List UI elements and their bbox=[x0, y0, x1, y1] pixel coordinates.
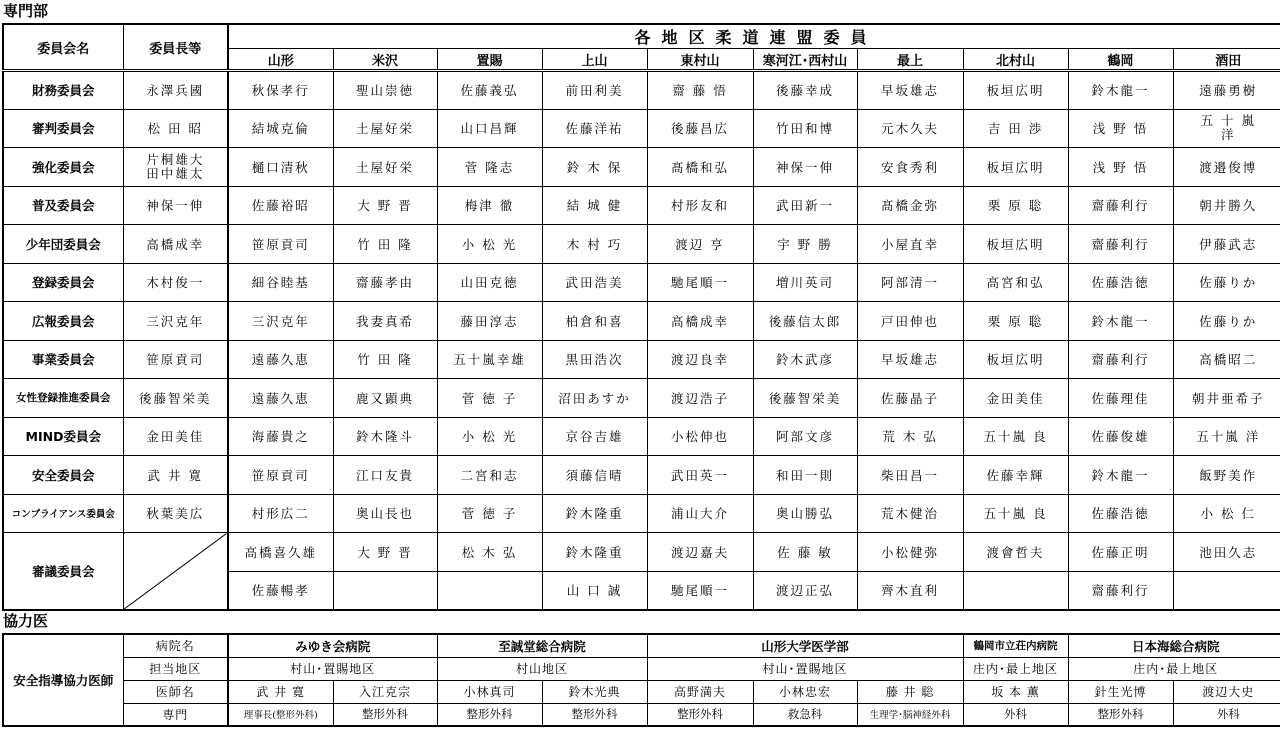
table-row bbox=[3, 456, 1280, 495]
member-cell: 齋藤利行 bbox=[1068, 571, 1173, 610]
region-header: 北村山 bbox=[963, 49, 1068, 71]
member-cell: 佐藤暢孝 bbox=[228, 571, 333, 610]
member-cell: 竹 田 隆 bbox=[333, 340, 437, 379]
member-cell: 後藤幸成 bbox=[753, 71, 857, 110]
row-label-hospital: 病院名 bbox=[123, 634, 228, 657]
member-cell: 板垣広明 bbox=[963, 71, 1068, 110]
member-cell: 村形広二 bbox=[228, 494, 333, 533]
member-cell bbox=[1173, 571, 1280, 610]
member-cell: 佐藤義弘 bbox=[437, 71, 542, 110]
member-cell: 遠藤勇樹 bbox=[1173, 71, 1280, 110]
committee-name: 強化委員会 bbox=[3, 148, 123, 187]
member-cell: 鈴木隆重 bbox=[542, 494, 647, 533]
member-cell: 鈴木武彦 bbox=[753, 340, 857, 379]
member-cell: 増川英司 bbox=[753, 263, 857, 302]
doctor-name: 針生光博 bbox=[1068, 680, 1173, 703]
member-cell: 山 口 誠 bbox=[542, 571, 647, 610]
member-cell: 金田美佳 bbox=[963, 379, 1068, 418]
member-cell: 高橋昭二 bbox=[1173, 340, 1280, 379]
hospital-area: 村山地区 bbox=[437, 657, 647, 680]
committee-chair: 松 田 昭 bbox=[123, 109, 228, 148]
region-header: 東村山 bbox=[647, 49, 753, 71]
member-cell: 土屋好栄 bbox=[333, 148, 437, 187]
member-cell: 笹原貢司 bbox=[228, 225, 333, 264]
member-cell: 宇 野 勝 bbox=[753, 225, 857, 264]
member-cell: 鈴木龍一 bbox=[1068, 302, 1173, 341]
member-cell: 柴田昌一 bbox=[857, 456, 963, 495]
region-header: 山形 bbox=[228, 49, 333, 71]
member-cell: 馳尾順一 bbox=[647, 263, 753, 302]
header-chair: 委員長等 bbox=[123, 24, 228, 71]
member-cell: 村形友和 bbox=[647, 186, 753, 225]
member-cell: 佐藤俊雄 bbox=[1068, 417, 1173, 456]
member-cell: 竹 田 隆 bbox=[333, 225, 437, 264]
member-cell: 聖山崇徳 bbox=[333, 71, 437, 110]
cooperating-doctors-table bbox=[2, 633, 1280, 727]
table-row bbox=[3, 263, 1280, 302]
doctor-specialty: 外科 bbox=[1173, 703, 1280, 726]
table-row bbox=[3, 148, 1280, 187]
section-title-senmonbu: 専門部 bbox=[3, 2, 49, 20]
member-cell: 佐藤晶子 bbox=[857, 379, 963, 418]
member-cell: 菅 徳 子 bbox=[437, 379, 542, 418]
member-cell: 須藤信晴 bbox=[542, 456, 647, 495]
member-cell: 浦山大介 bbox=[647, 494, 753, 533]
doctor-specialty: 救急科 bbox=[753, 703, 857, 726]
member-cell: 元木久夫 bbox=[857, 109, 963, 148]
member-cell: 山田克徳 bbox=[437, 263, 542, 302]
member-cell: 馳尾順一 bbox=[647, 571, 753, 610]
member-cell: 齋藤利行 bbox=[1068, 186, 1173, 225]
table-row bbox=[3, 71, 1280, 110]
member-cell: 渡會哲夫 bbox=[963, 533, 1068, 572]
hospital-area: 村山･置賜地区 bbox=[647, 657, 963, 680]
member-cell: 笹原貢司 bbox=[228, 456, 333, 495]
member-cell: 渡辺良幸 bbox=[647, 340, 753, 379]
member-cell: 渡邉俊博 bbox=[1173, 148, 1280, 187]
hospital-area: 庄内･最上地区 bbox=[1068, 657, 1280, 680]
member-cell: 板垣広明 bbox=[963, 225, 1068, 264]
member-cell: 小 松 仁 bbox=[1173, 494, 1280, 533]
member-cell: 池田久志 bbox=[1173, 533, 1280, 572]
doctor-specialty: 生理学･脳神経外科 bbox=[857, 703, 963, 726]
member-cell: 黒田浩次 bbox=[542, 340, 647, 379]
committee-name: コンプライアンス委員会 bbox=[3, 494, 123, 533]
doctor-specialty: 整形外科 bbox=[647, 703, 753, 726]
committee-chair: 後藤智栄美 bbox=[123, 379, 228, 418]
member-cell: 大 野 晋 bbox=[333, 533, 437, 572]
member-cell: 齊木直利 bbox=[857, 571, 963, 610]
member-cell: 木 村 巧 bbox=[542, 225, 647, 264]
table-row bbox=[3, 379, 1280, 418]
member-cell: 藤田淳志 bbox=[437, 302, 542, 341]
member-cell: 遠藤久恵 bbox=[228, 340, 333, 379]
member-cell: 佐藤りか bbox=[1173, 263, 1280, 302]
member-cell: 栗 原 聡 bbox=[963, 302, 1068, 341]
member-cell: 鈴木隆斗 bbox=[333, 417, 437, 456]
member-cell: 鹿又顕典 bbox=[333, 379, 437, 418]
doctor-name: 高野満夫 bbox=[647, 680, 753, 703]
member-cell: 吉 田 渉 bbox=[963, 109, 1068, 148]
member-cell: 武田英一 bbox=[647, 456, 753, 495]
committee-chair: 片桐雄大 田中雄太 bbox=[123, 148, 228, 187]
member-cell: 三沢克年 bbox=[228, 302, 333, 341]
committee-name: 財務委員会 bbox=[3, 71, 123, 110]
member-cell: 栗 原 聡 bbox=[963, 186, 1068, 225]
committee-name: MIND委員会 bbox=[3, 417, 123, 456]
member-cell: 高橋成幸 bbox=[647, 302, 753, 341]
member-cell: 後藤信太郎 bbox=[753, 302, 857, 341]
hospital-area: 村山･置賜地区 bbox=[228, 657, 437, 680]
committee-name: 女性登録推進委員会 bbox=[3, 379, 123, 418]
member-cell: 後藤昌広 bbox=[647, 109, 753, 148]
row-label-specialty: 専門 bbox=[123, 703, 228, 726]
table-row bbox=[3, 494, 1280, 533]
hospital-area: 庄内･最上地区 bbox=[963, 657, 1068, 680]
member-cell: 荒木健治 bbox=[857, 494, 963, 533]
member-cell: 我妻真希 bbox=[333, 302, 437, 341]
member-cell: 佐藤裕昭 bbox=[228, 186, 333, 225]
committee-name: 少年団委員会 bbox=[3, 225, 123, 264]
member-cell: 渡辺嘉夫 bbox=[647, 533, 753, 572]
coop-label: 安全指導協力医師 bbox=[3, 634, 123, 726]
member-cell: 佐藤浩徳 bbox=[1068, 494, 1173, 533]
member-cell: 松 木 弘 bbox=[437, 533, 542, 572]
doctor-name: 小林忠宏 bbox=[753, 680, 857, 703]
member-cell: 飯野美作 bbox=[1173, 456, 1280, 495]
committee-chair: 高橋成幸 bbox=[123, 225, 228, 264]
committee-name: 審議委員会 bbox=[3, 533, 123, 610]
member-cell: 髙橋和弘 bbox=[647, 148, 753, 187]
member-cell: 江口友貴 bbox=[333, 456, 437, 495]
committee-name: 登録委員会 bbox=[3, 263, 123, 302]
committee-chair: 金田美佳 bbox=[123, 417, 228, 456]
member-cell: 渡辺 亨 bbox=[647, 225, 753, 264]
member-cell: 山口昌輝 bbox=[437, 109, 542, 148]
member-cell: 武田浩美 bbox=[542, 263, 647, 302]
member-cell: 結 城 健 bbox=[542, 186, 647, 225]
member-cell: 佐藤理佳 bbox=[1068, 379, 1173, 418]
member-cell: 五十嵐幸雄 bbox=[437, 340, 542, 379]
member-cell: 菅 隆志 bbox=[437, 148, 542, 187]
member-cell: 阿部文彦 bbox=[753, 417, 857, 456]
hospital-name: 日本海総合病院 bbox=[1068, 634, 1280, 657]
member-cell: 佐藤幸輝 bbox=[963, 456, 1068, 495]
table-row bbox=[3, 186, 1280, 225]
row-label-area: 担当地区 bbox=[123, 657, 228, 680]
member-cell bbox=[437, 571, 542, 610]
member-cell: 細谷睦基 bbox=[228, 263, 333, 302]
committee-name: 普及委員会 bbox=[3, 186, 123, 225]
table-row bbox=[3, 340, 1280, 379]
hospital-name: 至誠堂総合病院 bbox=[437, 634, 647, 657]
member-cell: 浅 野 悟 bbox=[1068, 109, 1173, 148]
member-cell: 結城克倫 bbox=[228, 109, 333, 148]
committee-name: 安全委員会 bbox=[3, 456, 123, 495]
member-cell: 戸田伸也 bbox=[857, 302, 963, 341]
committee-name: 広報委員会 bbox=[3, 302, 123, 341]
member-cell: 奥山勝弘 bbox=[753, 494, 857, 533]
member-cell: 荒 木 弘 bbox=[857, 417, 963, 456]
member-cell: 奥山長也 bbox=[333, 494, 437, 533]
section-title-kyoryokui: 協力医 bbox=[3, 612, 49, 630]
member-cell: 朝井亜希子 bbox=[1173, 379, 1280, 418]
committee-chair: 永澤兵國 bbox=[123, 71, 228, 110]
doctor-specialty: 整形外科 bbox=[1068, 703, 1173, 726]
member-cell: 鈴木隆重 bbox=[542, 533, 647, 572]
member-cell: 浅 野 悟 bbox=[1068, 148, 1173, 187]
doctor-specialty: 整形外科 bbox=[437, 703, 542, 726]
committee-chair: 秋葉美広 bbox=[123, 494, 228, 533]
member-cell: 武田新一 bbox=[753, 186, 857, 225]
region-header: 上山 bbox=[542, 49, 647, 71]
member-cell: 佐藤浩徳 bbox=[1068, 263, 1173, 302]
member-cell: 和田一則 bbox=[753, 456, 857, 495]
member-cell: 五十嵐 良 bbox=[963, 494, 1068, 533]
hospital-name: 鶴岡市立荘内病院 bbox=[963, 634, 1068, 657]
member-cell: 神保一伸 bbox=[753, 148, 857, 187]
member-cell: 阿部清一 bbox=[857, 263, 963, 302]
member-cell: 早坂雄志 bbox=[857, 71, 963, 110]
member-cell: 竹田和博 bbox=[753, 109, 857, 148]
member-cell: 鈴 木 保 bbox=[542, 148, 647, 187]
member-cell: 佐 藤 敏 bbox=[753, 533, 857, 572]
member-cell: 五 十 嵐 洋 bbox=[1173, 109, 1280, 148]
doctor-specialty: 外科 bbox=[963, 703, 1068, 726]
table-row bbox=[3, 533, 1280, 572]
committee-name: 審判委員会 bbox=[3, 109, 123, 148]
doctor-name: 渡辺大史 bbox=[1173, 680, 1280, 703]
doctor-name: 藤 井 聡 bbox=[857, 680, 963, 703]
member-cell: 土屋好栄 bbox=[333, 109, 437, 148]
hospital-name: みゆき会病院 bbox=[228, 634, 437, 657]
region-header: 米沢 bbox=[333, 49, 437, 71]
member-cell: 髙橋金弥 bbox=[857, 186, 963, 225]
member-cell: 後藤智栄美 bbox=[753, 379, 857, 418]
member-cell: 佐藤りか bbox=[1173, 302, 1280, 341]
member-cell: 二宮和志 bbox=[437, 456, 542, 495]
member-cell: 齋藤利行 bbox=[1068, 225, 1173, 264]
doctor-specialty: 整形外科 bbox=[542, 703, 647, 726]
member-cell: 小松伸也 bbox=[647, 417, 753, 456]
member-cell: 梅津 徹 bbox=[437, 186, 542, 225]
committee-name: 事業委員会 bbox=[3, 340, 123, 379]
member-cell: 齋藤孝由 bbox=[333, 263, 437, 302]
member-cell: 柏倉和喜 bbox=[542, 302, 647, 341]
member-cell: 佐藤洋祐 bbox=[542, 109, 647, 148]
region-header: 酒田 bbox=[1173, 49, 1280, 71]
member-cell: 樋口清秋 bbox=[228, 148, 333, 187]
member-cell: 遠藤久恵 bbox=[228, 379, 333, 418]
member-cell: 齋 藤 悟 bbox=[647, 71, 753, 110]
doctor-name: 武 井 寛 bbox=[228, 680, 333, 703]
member-cell: 安食秀利 bbox=[857, 148, 963, 187]
member-cell: 鈴木龍一 bbox=[1068, 456, 1173, 495]
member-cell: 小松健弥 bbox=[857, 533, 963, 572]
hospital-name: 山形大学医学部 bbox=[647, 634, 963, 657]
member-cell: 菅 徳 子 bbox=[437, 494, 542, 533]
table-row bbox=[3, 302, 1280, 341]
committee-chair: 笹原貢司 bbox=[123, 340, 228, 379]
member-cell: 大 野 晋 bbox=[333, 186, 437, 225]
doctor-name: 小林真司 bbox=[437, 680, 542, 703]
member-cell bbox=[963, 571, 1068, 610]
doctor-name: 鈴木光典 bbox=[542, 680, 647, 703]
member-cell: 小 松 光 bbox=[437, 225, 542, 264]
member-cell: 朝井勝久 bbox=[1173, 186, 1280, 225]
doctor-name: 入江克宗 bbox=[333, 680, 437, 703]
member-cell: 秋保孝行 bbox=[228, 71, 333, 110]
member-cell: 京谷吉雄 bbox=[542, 417, 647, 456]
member-cell: 五十嵐 洋 bbox=[1173, 417, 1280, 456]
table-row bbox=[3, 225, 1280, 264]
committee-chair: 武 井 寛 bbox=[123, 456, 228, 495]
member-cell: 小屋直幸 bbox=[857, 225, 963, 264]
member-cell bbox=[333, 571, 437, 610]
member-cell: 五十嵐 良 bbox=[963, 417, 1068, 456]
member-cell: 早坂雄志 bbox=[857, 340, 963, 379]
member-cell: 沼田あすか bbox=[542, 379, 647, 418]
member-cell: 伊藤武志 bbox=[1173, 225, 1280, 264]
header-committee: 委員会名 bbox=[3, 24, 123, 71]
region-header: 置賜 bbox=[437, 49, 542, 71]
member-cell: 板垣広明 bbox=[963, 148, 1068, 187]
committee-table bbox=[2, 23, 1280, 611]
member-cell: 板垣広明 bbox=[963, 340, 1068, 379]
committee-chair: 木村俊一 bbox=[123, 263, 228, 302]
region-header: 最上 bbox=[857, 49, 963, 71]
row-label-doctor: 医師名 bbox=[123, 680, 228, 703]
doctor-specialty: 整形外科 bbox=[333, 703, 437, 726]
member-cell: 高橋喜久雄 bbox=[228, 533, 333, 572]
committee-chair: 神保一伸 bbox=[123, 186, 228, 225]
member-cell: 海藤貴之 bbox=[228, 417, 333, 456]
committee-chair: 三沢克年 bbox=[123, 302, 228, 341]
header-regional-group: 各地区柔道連盟委員 bbox=[228, 24, 1280, 49]
doctor-name: 坂 本 薫 bbox=[963, 680, 1068, 703]
doctor-specialty: 理事長(整形外科) bbox=[228, 703, 333, 726]
member-cell: 齋藤利行 bbox=[1068, 340, 1173, 379]
region-header: 鶴岡 bbox=[1068, 49, 1173, 71]
member-cell: 高宮和弘 bbox=[963, 263, 1068, 302]
region-header: 寒河江･西村山 bbox=[753, 49, 857, 71]
committee-chair-diagonal bbox=[123, 533, 228, 610]
member-cell: 渡辺正弘 bbox=[753, 571, 857, 610]
member-cell: 佐藤正明 bbox=[1068, 533, 1173, 572]
table-row bbox=[3, 109, 1280, 148]
member-cell: 小 松 光 bbox=[437, 417, 542, 456]
member-cell: 渡辺浩子 bbox=[647, 379, 753, 418]
table-row bbox=[3, 417, 1280, 456]
member-cell: 前田利美 bbox=[542, 71, 647, 110]
member-cell: 鈴木龍一 bbox=[1068, 71, 1173, 110]
